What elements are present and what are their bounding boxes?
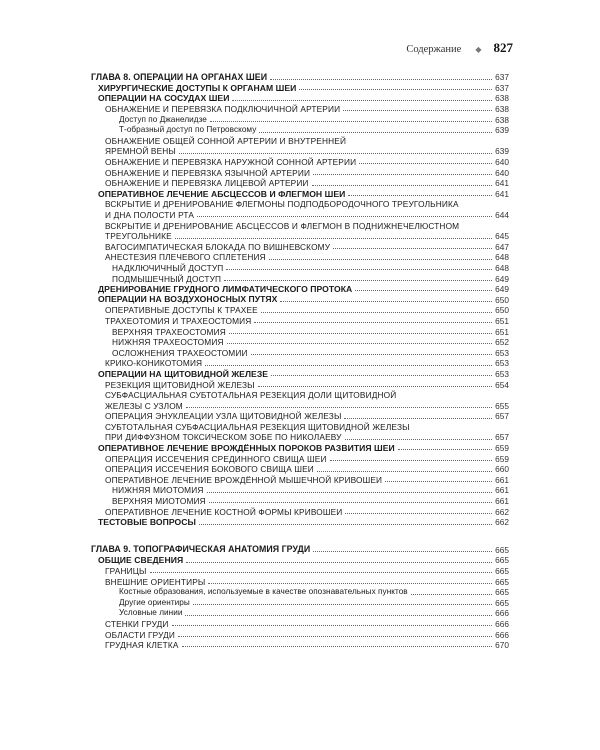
toc-entry-title: И ДНА ПОЛОСТИ РТА: [105, 210, 195, 221]
toc-entry: [91, 304, 509, 315]
dot-leader: [251, 354, 493, 355]
toc-entry-page: 662: [495, 506, 509, 517]
toc-entry-page: 653: [495, 347, 509, 358]
toc-entry: [91, 368, 509, 379]
toc-entry-page: 665: [495, 544, 509, 555]
dot-leader: [179, 153, 492, 154]
toc-entry-page: 661: [495, 485, 509, 496]
toc-entry-page: 665: [495, 576, 509, 587]
toc-entry: [91, 618, 509, 629]
toc-entry: [91, 336, 509, 347]
toc-entry: [91, 505, 509, 516]
toc-entry: [91, 389, 509, 400]
toc-entry-page: 650: [495, 294, 509, 305]
toc-entry-title: ОПЕРАТИВНОЕ ЛЕЧЕНИЕ КОСТНОЙ ФОРМЫ КРИВОШЕИ: [105, 506, 343, 517]
toc-entry-title: ОПЕРАЦИЯ ЭНУКЛЕАЦИИ УЗЛА ЩИТОВИДНОЙ ЖЕЛЕЗЫ: [105, 411, 342, 422]
dot-leader: [205, 365, 492, 366]
toc-entry-title: НИЖНЯЯ ТРАХЕОСТОМИЯ: [112, 337, 224, 348]
dot-leader: [150, 572, 493, 573]
toc-entry: [91, 442, 509, 453]
toc-entry-title: Костные образования, используемые в качестве опознавательных пунктов: [119, 587, 408, 597]
dot-leader: [317, 471, 492, 472]
dot-leader: [345, 513, 492, 514]
dot-leader: [182, 646, 493, 647]
toc-entry-page: 637: [495, 72, 509, 83]
toc-entry-title: НИЖНЯЯ МИОТОМИЯ: [112, 485, 204, 496]
dot-leader: [280, 301, 492, 302]
toc-entry-title: ОПЕРАТИВНОЕ ЛЕЧЕНИЕ ВРОЖДЁННОЙ МЫШЕЧНОЙ КРИВОШЕИ: [105, 474, 383, 485]
toc-entry-title: ВНЕШНИЕ ОРИЕНТИРЫ: [105, 576, 206, 587]
toc-entry: [91, 198, 509, 209]
toc-entry-page: 670: [495, 640, 509, 651]
dot-leader: [261, 312, 492, 313]
toc-entry: [91, 156, 509, 167]
toc-entry-page: 666: [495, 618, 509, 629]
toc-entry: [91, 209, 509, 220]
dot-leader: [270, 79, 492, 80]
toc-entry: [91, 315, 509, 326]
toc-entry-page: 645: [495, 231, 509, 242]
dot-leader: [172, 625, 493, 626]
dot-leader: [271, 375, 492, 376]
toc-entry-title: ПОДМЫШЕЧНЫЙ ДОСТУП: [112, 273, 222, 284]
toc-entry-title: АНЕСТЕЗИЯ ПЛЕЧЕВОГО СПЛЕТЕНИЯ: [105, 252, 266, 263]
toc-entry-page: 649: [495, 284, 509, 295]
toc-entry-title: ВСКРЫТИЕ И ДРЕНИРОВАНИЕ ФЛЕГМОНЫ ПОДПОДБОРОДОЧНОГО ТРЕУГОЛЬНИКА: [105, 199, 459, 210]
toc-entry: [91, 575, 509, 586]
toc-entry-page: 657: [495, 411, 509, 422]
dot-leader: [299, 89, 492, 90]
dot-leader: [197, 216, 492, 217]
toc-entry: [91, 607, 509, 618]
toc-entry-page: 651: [495, 326, 509, 337]
dot-leader: [207, 492, 493, 493]
toc-entry-page: 659: [495, 443, 509, 454]
running-head-title: Содержание: [406, 44, 462, 55]
toc-entry-page: 665: [495, 597, 509, 608]
toc-entry: [91, 586, 509, 597]
toc-entry: [91, 597, 509, 608]
toc-entry-title: Т-образный доступ по Петровскому: [119, 125, 257, 135]
toc-entry-page: 647: [495, 241, 509, 252]
toc-entry: [91, 166, 509, 177]
toc-entry-page: 662: [495, 517, 509, 528]
toc-entry-title: ОПЕРАТИВНЫЕ ДОСТУПЫ К ТРАХЕЕ: [105, 305, 258, 316]
toc-entry-page: 652: [495, 337, 509, 348]
dot-leader: [411, 594, 492, 595]
toc-entry-title: ГЛАВА 9. ТОПОГРАФИЧЕСКАЯ АНАТОМИЯ ГРУДИ: [91, 544, 311, 555]
toc-spacer: [91, 527, 509, 544]
toc-entry: [91, 272, 509, 283]
toc-entry: [91, 92, 509, 103]
toc-entry-page: 648: [495, 262, 509, 273]
toc-entry: [91, 431, 509, 442]
dot-leader: [232, 100, 492, 101]
toc-entry-page: 640: [495, 157, 509, 168]
dot-leader: [209, 502, 492, 503]
dot-leader: [359, 163, 492, 164]
toc-entry-title: СУБФАСЦИАЛЬНАЯ СУБТОТАЛЬНАЯ РЕЗЕКЦИЯ ДОЛИ ЩИТОВИДНОЙ: [105, 390, 397, 401]
toc-entry-title: ГЛАВА 8. ОПЕРАЦИИ НА ОРГАНАХ ШЕИ: [91, 71, 268, 82]
toc-entry-page: 660: [495, 464, 509, 475]
dot-leader: [344, 418, 492, 419]
dot-leader: [224, 280, 492, 281]
toc-entry-title: ОПЕРАЦИЯ ИССЕЧЕНИЯ БОКОВОГО СВИЩА ШЕИ: [105, 464, 314, 475]
dot-leader: [333, 248, 492, 249]
toc-entry-page: 657: [495, 432, 509, 443]
toc-entry: [91, 399, 509, 410]
toc-entry-page: 666: [495, 629, 509, 640]
toc-entry-page: 653: [495, 368, 509, 379]
dot-leader: [259, 132, 492, 133]
toc-entry: [91, 293, 509, 304]
dot-leader: [227, 343, 493, 344]
toc-entry-page: 638: [495, 114, 509, 125]
dot-leader: [186, 407, 492, 408]
toc-entry-title: КРИКО-КОНИКОТОМИЯ: [105, 358, 203, 369]
toc-entry: [91, 82, 509, 93]
diamond-separator-icon: ◆: [475, 45, 482, 54]
toc-entry: [91, 177, 509, 188]
toc-entry: [91, 241, 509, 252]
dot-leader: [398, 449, 492, 450]
toc-entry-title: ОБНАЖЕНИЕ И ПЕРЕВЯЗКА ПОДКЛЮЧИЧНОЙ АРТЕРИИ: [105, 104, 341, 115]
dot-leader: [258, 386, 493, 387]
toc-entry: [91, 124, 509, 135]
dot-leader: [355, 290, 492, 291]
toc-entry-title: ОБЛАСТИ ГРУДИ: [105, 629, 176, 640]
toc-entry-title: ОБНАЖЕНИЕ И ПЕРЕВЯЗКА НАРУЖНОЙ СОННОЙ АРТЕРИИ: [105, 157, 357, 168]
dot-leader: [208, 583, 492, 584]
toc-entry-page: 650: [495, 305, 509, 316]
toc-entry-page: 661: [495, 474, 509, 485]
toc-entry: [91, 262, 509, 273]
toc-entry-title: ОСЛОЖНЕНИЯ ТРАХЕОСТОМИИ: [112, 347, 248, 358]
toc-entry: [91, 452, 509, 463]
toc-entry-page: 654: [495, 379, 509, 390]
toc-entry-page: 655: [495, 400, 509, 411]
toc-entry: [91, 565, 509, 576]
toc-entry: [91, 628, 509, 639]
toc-entry-title: ВСКРЫТИЕ И ДРЕНИРОВАНИЕ АБСЦЕССОВ И ФЛЕГМОН В ПОДНИЖНЕЧЕЛЮСТНОМ: [105, 220, 460, 231]
toc-entry-page: 638: [495, 104, 509, 115]
toc-entry-title: ЖЕЛЕЗЫ С УЗЛОМ: [105, 400, 183, 411]
toc-entry-title: ОБНАЖЕНИЕ И ПЕРЕВЯЗКА ЯЗЫЧНОЙ АРТЕРИИ: [105, 167, 311, 178]
toc-entry-page: 666: [495, 608, 509, 619]
toc-entry: [91, 113, 509, 124]
toc-entry: [91, 230, 509, 241]
dot-leader: [269, 259, 492, 260]
toc-entry-title: ХИРУРГИЧЕСКИЕ ДОСТУПЫ К ОРГАНАМ ШЕИ: [98, 82, 297, 93]
toc-entry-page: 639: [495, 125, 509, 136]
toc-entry-title: ОПЕРАЦИИ НА ВОЗДУХОНОСНЫХ ПУТЯХ: [98, 294, 278, 305]
toc-entry-page: 638: [495, 93, 509, 104]
toc-entry-title: ОПЕРАЦИИ НА СОСУДАХ ШЕИ: [98, 93, 230, 104]
toc-entry-page: 637: [495, 82, 509, 93]
running-head: [406, 40, 513, 56]
dot-leader: [348, 195, 492, 196]
toc-entry-title: ОБНАЖЕНИЕ И ПЕРЕВЯЗКА ЛИЦЕВОЙ АРТЕРИИ: [105, 178, 309, 189]
dot-leader: [186, 562, 492, 563]
toc-entry-page: 644: [495, 210, 509, 221]
toc-entry-page: 641: [495, 178, 509, 189]
toc-entry-title: ПРИ ДИФФУЗНОМ ТОКСИЧЕСКОМ ЗОБЕ ПО НИКОЛАЕВУ: [105, 432, 342, 443]
toc-entry: [91, 103, 509, 114]
toc-entry-page: 651: [495, 315, 509, 326]
toc-entry: [91, 474, 509, 485]
toc-entry: [91, 135, 509, 146]
dot-leader: [345, 439, 493, 440]
toc-entry: [91, 283, 509, 294]
dot-leader: [330, 460, 493, 461]
toc-entry: [91, 421, 509, 432]
toc-entry-page: 659: [495, 453, 509, 464]
toc-entry-title: Доступ по Джанелидзе: [119, 114, 207, 124]
toc-entry-title: ТЕСТОВЫЕ ВОПРОСЫ: [98, 516, 197, 527]
toc-entry: [91, 145, 509, 156]
toc-entry: [91, 325, 509, 336]
toc-entry-title: СУБТОТАЛЬНАЯ СУБФАСЦИАЛЬНАЯ РЕЗЕКЦИЯ ЩИТОВИДНОЙ ЖЕЛЕЗЫ: [105, 421, 410, 432]
toc-entry: [91, 357, 509, 368]
dot-leader: [343, 110, 492, 111]
toc-entry-title: РЕЗЕКЦИЯ ЩИТОВИДНОЙ ЖЕЛЕЗЫ: [105, 379, 255, 390]
toc-entry: [91, 219, 509, 230]
dot-leader: [175, 238, 492, 239]
dot-leader: [313, 551, 492, 552]
dot-leader: [254, 322, 492, 323]
toc-entry: [91, 544, 509, 555]
toc-entry-page: 648: [495, 252, 509, 263]
toc-entry-title: ОБЩИЕ СВЕДЕНИЯ: [98, 555, 184, 566]
dot-leader: [210, 121, 492, 122]
toc-entry-title: ОПЕРАТИВНОЕ ЛЕЧЕНИЕ АБСЦЕССОВ И ФЛЕГМОН ШЕИ: [98, 188, 346, 199]
toc-entry: [91, 554, 509, 565]
dot-leader: [226, 269, 492, 270]
toc-entry-title: ОПЕРАЦИИ НА ЩИТОВИДНОЙ ЖЕЛЕЗЕ: [98, 368, 269, 379]
dot-leader: [385, 481, 492, 482]
toc-entry-page: 649: [495, 273, 509, 284]
toc-entry-page: 640: [495, 167, 509, 178]
dot-leader: [199, 524, 492, 525]
page-number: 827: [493, 40, 513, 55]
toc-entry-title: ДРЕНИРОВАНИЕ ГРУДНОГО ЛИМФАТИЧЕСКОГО ПРОТОКА: [98, 283, 353, 294]
toc-entry: [91, 251, 509, 262]
toc-entry-title: ВЕРХНЯЯ МИОТОМИЯ: [112, 496, 206, 507]
dot-leader: [312, 185, 493, 186]
toc-entry-page: 653: [495, 358, 509, 369]
toc-entry-title: НАДКЛЮЧИЧНЫЙ ДОСТУП: [112, 262, 224, 273]
toc-entry-page: 641: [495, 188, 509, 199]
toc-entry-page: 665: [495, 566, 509, 577]
dot-leader: [313, 174, 492, 175]
toc-entry-title: ОБНАЖЕНИЕ ОБЩЕЙ СОННОЙ АРТЕРИИ И ВНУТРЕННЕЙ: [105, 135, 347, 146]
toc-entry-title: ВАГОСИМПАТИЧЕСКАЯ БЛОКАДА ПО ВИШНЕВСКОМУ: [105, 241, 331, 252]
toc-entry-page: 661: [495, 496, 509, 507]
toc-entry: [91, 346, 509, 357]
toc-entry: [91, 463, 509, 474]
toc-entry: [91, 495, 509, 506]
toc-entry-title: Другие ориентиры: [119, 597, 190, 607]
toc-entry: [91, 71, 509, 82]
toc-entry-title: ЯРЕМНОЙ ВЕНЫ: [105, 146, 176, 157]
toc-entry-title: ТРЕУГОЛЬНИКЕ: [105, 231, 172, 242]
toc-entry-title: ТРАХЕОТОМИЯ И ТРАХЕОСТОМИЯ: [105, 315, 252, 326]
toc-entry-title: СТЕНКИ ГРУДИ: [105, 618, 169, 629]
toc-entry: [91, 378, 509, 389]
toc-entry-title: ГРУДНАЯ КЛЕТКА: [105, 640, 179, 651]
toc-entry-title: ОПЕРАТИВНОЕ ЛЕЧЕНИЕ ВРОЖДЁННЫХ ПОРОКОВ РАЗВИТИЯ ШЕИ: [98, 442, 395, 453]
toc-entry-title: ОПЕРАЦИЯ ИССЕЧЕНИЯ СРЕДИННОГО СВИЩА ШЕИ: [105, 453, 327, 464]
toc-entry-page: 665: [495, 587, 509, 598]
toc-entry: [91, 484, 509, 495]
toc-entry-page: 665: [495, 555, 509, 566]
dot-leader: [193, 604, 492, 605]
toc-entry-title: ВЕРХНЯЯ ТРАХЕОСТОМИЯ: [112, 326, 226, 337]
toc-entry: [91, 516, 509, 527]
toc-entry-title: Условные линии: [119, 608, 183, 618]
dot-leader: [185, 615, 492, 616]
toc-entry-title: ГРАНИЦЫ: [105, 566, 147, 577]
table-of-contents: [91, 71, 509, 649]
toc-entry: [91, 410, 509, 421]
dot-leader: [229, 333, 492, 334]
toc-entry: [91, 188, 509, 199]
dot-leader: [178, 636, 492, 637]
toc-entry-page: 639: [495, 146, 509, 157]
toc-entry: [91, 639, 509, 650]
